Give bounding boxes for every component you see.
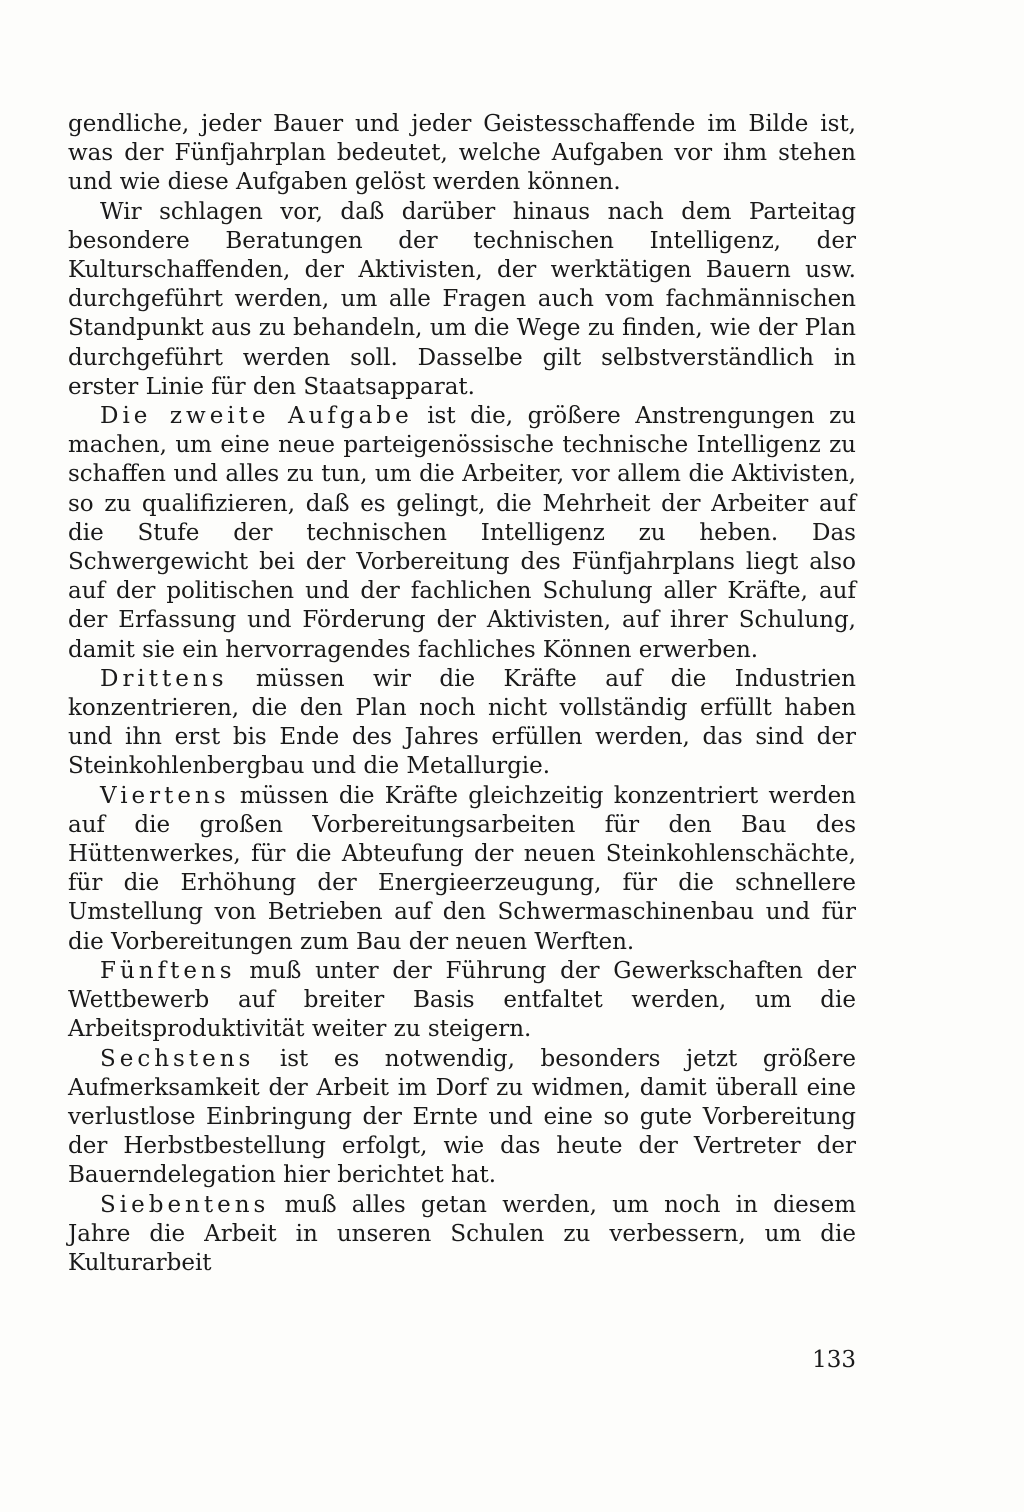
paragraph-6-text: muß unter der Führung der Gewerkschaften der Wettbewerb auf breiter Basis entfaltet werden, um die Arbeitsproduktivität weiter zu steigern. (68, 957, 856, 1043)
paragraph-8-text: muß alles getan werden, um noch in diesem Jahre die Arbeit in unseren Schulen zu verbessern, um die Kulturarbeit (68, 1191, 856, 1276)
paragraph-4 (68, 665, 856, 782)
paragraph-1-text: gendliche, jeder Bauer und jeder Geistesschaffende im Bilde ist, was der Fünfjahrplan bedeutet, welche Aufgaben vor ihm stehen und wie diese Aufgaben gelöst werden können. (68, 111, 856, 196)
paragraph-6-lead: Fünftens (100, 957, 236, 984)
paragraph-4-text: müssen wir die Kräfte auf die Industrien konzentrieren, die den Plan noch nicht vollständig erfüllt haben und ihn erst bis Ende des Jahres erfüllen werden, das sind der Steinkohlenbergbau und die Metallurgie. (68, 665, 856, 780)
paragraph-7-lead: Sechstens (100, 1045, 255, 1072)
paragraph-8-lead: Siebentens (100, 1191, 270, 1218)
paragraph-5-lead: Viertens (100, 782, 230, 809)
paragraph-5-text: müssen die Kräfte gleichzeitig konzentriert werden auf die großen Vorbereitungsarbeiten für den Bau des Hüttenwerkes, für die Abteufung der neuen Steinkohlenschächte, für die Erhöhung der Energieerzeugung, für die schnellere Umstellung von Betrieben auf den Schwermaschinenbau und für die Vorbereitungen zum Bau der neuen Werften. (68, 782, 856, 955)
paragraph-5 (68, 782, 856, 957)
paragraph-3 (68, 402, 856, 665)
paragraph-3-text: ist die, größere Anstrengungen zu machen, um eine neue parteigenössische technische Intelligenz zu schaffen und alles zu tun, um die Arbeiter, vor allem die Aktivisten, so zu qualifizieren, daß es gelingt, die Mehrheit der Arbeiter auf die Stufe der technischen Intelligenz zu heben. Das Schwergewicht bei der Vorbereitung des Fünfjahrplans liegt also auf der politischen und der fachlichen Schulung aller Kräfte, auf der Erfassung und Förderung der Aktivisten, auf ihrer Schulung, damit sie ein hervorragendes fachliches Können erwerben. (68, 403, 856, 663)
paragraph-6 (68, 957, 856, 1045)
paragraph-2-text: Wir schlagen vor, daß darüber hinaus nach dem Parteitag besondere Beratungen der technischen Intelligenz, der Kulturschaffenden, der Aktivisten, der werktätigen Bauern usw. durchgeführt werden, um alle Fragen auch vom fachmännischen Standpunkt aus zu behandeln, um die Wege zu finden, wie der Plan durchgeführt werden soll. Dasselbe gilt selbstverständlich in erster Linie für den Staatsapparat. (68, 198, 856, 400)
paragraph-2 (68, 198, 856, 402)
paragraph-3-lead: Die zweite Aufgabe (100, 403, 413, 430)
paragraph-1 (68, 110, 856, 198)
body-text (68, 110, 856, 1278)
paragraph-7 (68, 1045, 856, 1191)
paragraph-4-lead: Drittens (100, 665, 228, 692)
paragraph-8 (68, 1191, 856, 1279)
page-number: 133 (812, 1347, 856, 1373)
paragraph-7-text: ist es notwendig, besonders jetzt größere Aufmerksamkeit der Arbeit im Dorf zu widmen, damit überall eine verlustlose Einbringung der Ernte und eine so gute Vorbereitung der Herbstbestellung erfolgt, wie das heute der Vertreter der Bauerndelegation hier berichtet hat. (68, 1045, 856, 1189)
